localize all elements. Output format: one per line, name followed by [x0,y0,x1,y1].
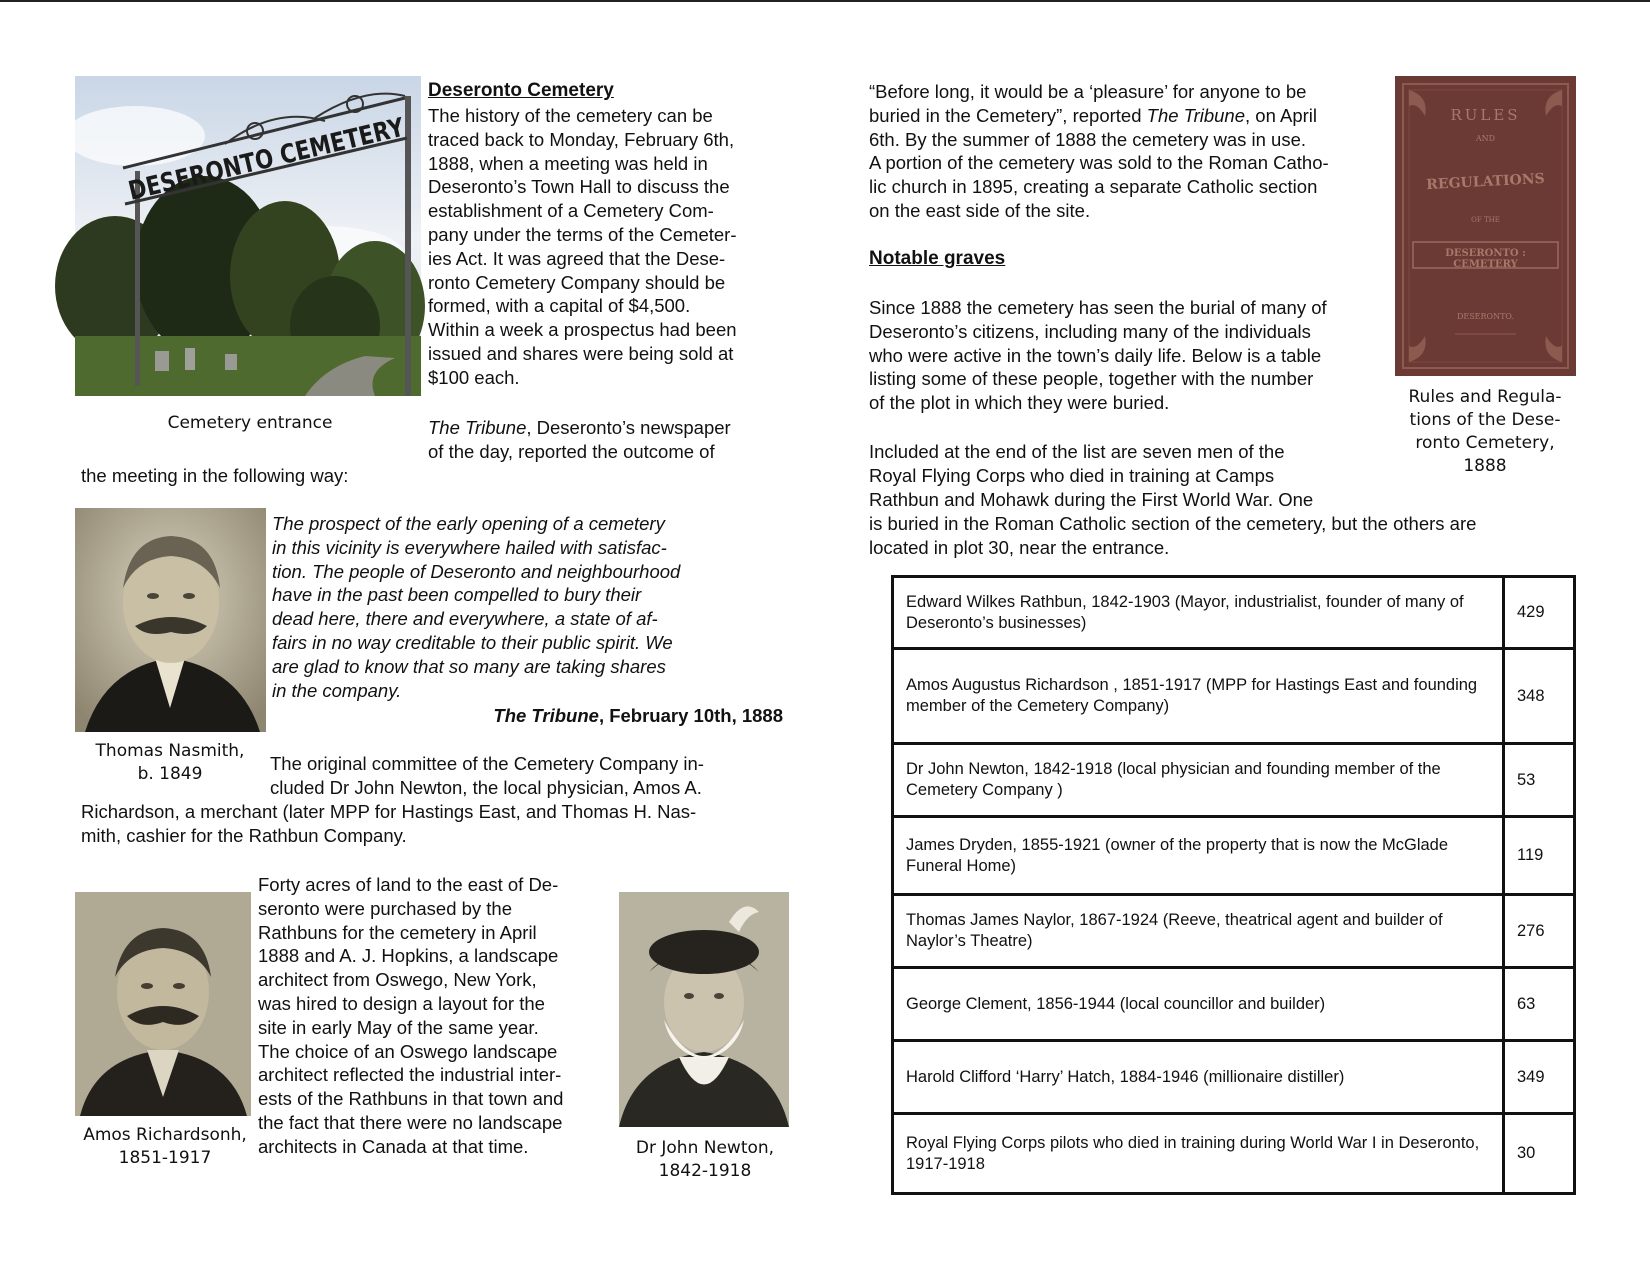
notable-graves-table [891,575,1576,1195]
flying-corps-paragraph-a: Included at the end of the list are seven men of the Royal Flying Corps who died in training at Camps Rathbun and Mohawk during the First World War. One [869,441,1314,510]
tribune-name: The Tribune [428,417,527,438]
table-row [893,744,1575,817]
pleasure-paragraph [869,80,1409,223]
booklet-and: AND [1475,134,1496,143]
caption-amos-richardson: Amos Richardsonh, 1851-1917 [83,1125,247,1168]
grave-plot-number: 30 [1504,1114,1575,1194]
tribune-rest: , Deseronto’s newspaper of the day, reported the outcome of [428,417,731,462]
amos-richardson-portrait [75,892,251,1116]
grave-person: Harold Clifford ‘Harry’ Hatch, 1884-1946 (millionaire distiller) [893,1041,1504,1114]
quote-source [455,704,783,728]
grave-person: James Dryden, 1855-1921 (owner of the property that is now the McGlade Funeral Home) [893,817,1504,895]
section-heading-notable-graves: Notable graves [869,248,1006,269]
caption-cemetery-entrance: Cemetery entrance [167,413,333,433]
sign-text: DESERONTO CEMETERY [125,98,466,207]
quote-source-date: , February 10th, 1888 [598,705,783,726]
burials-paragraph: Since 1888 the cemetery has seen the burial of many of Deseronto’s citizens, including many of the individuals who were active in the town’s daily life. Below is a table listing some of these people, together with the number of the plot in which they were buried. [869,297,1327,414]
table-row [893,577,1575,649]
john-newton-portrait [619,892,789,1127]
grave-plot-number: 349 [1504,1041,1575,1114]
table-row [893,895,1575,968]
table-row [893,968,1575,1041]
tribune-quote: The prospect of the early opening of a cemetery in this vicinity is everywhere hailed with satisfac- tion. The people of Deseronto and neighbourhood have in the past been compelled to bury their dead here, there and everywhere, a state of af- fairs in no way creditable to their public spirit. We are glad to know that so many are taking shares in the company. [272,513,681,701]
caption-thomas-nasmith: Thomas Nasmith, b. 1849 [95,741,245,784]
grave-plot-number: 348 [1504,649,1575,744]
quote-source-name: The Tribune [493,705,599,726]
section-heading-deseronto-cemetery: Deseronto Cemetery [428,80,614,101]
grave-person: Royal Flying Corps pilots who died in training during World War I in Deseronto, 1917-1918 [893,1114,1504,1194]
cemetery-entrance-photo [75,76,466,396]
committee-paragraph-a: The original committee of the Cemetery Company in- cluded Dr John Newton, the local physician, Amos A. [270,753,704,798]
table-row [893,1114,1575,1194]
booklet-rules: RULES [1450,106,1521,124]
grave-plot-number: 53 [1504,744,1575,817]
meeting-line: the meeting in the following way: [81,465,349,486]
thomas-nasmith-portrait [75,508,266,732]
land-purchase-paragraph: Forty acres of land to the east of De- seronto were purchased by the Rathbuns for the cemetery in April 1888 and A. J. Hopkins, a landscape architect from Oswego, New York, was hired to design a layout for the site in early May of the same year. The choice of an Oswego landscape architect reflected the industrial inter- ests of the Rathbuns in that town and the fact that there were no landscape architects in Canada at that time. [258,874,564,1157]
grave-person: Edward Wilkes Rathbun, 1842-1903 (Mayor, industrialist, founder of many of Deseronto’s businesses) [893,577,1504,649]
table-row [893,1041,1575,1114]
committee-paragraph-b: Richardson, a merchant (later MPP for Hastings East, and Thomas H. Nas- mith, cashier for the Rathbun Company. [81,801,697,846]
history-paragraph: The history of the cemetery can be traced back to Monday, February 6th, 1888, when a meeting was held in Deseronto’s Town Hall to discuss the establishment of a Cemetery Com- pany under the terms of the Cemeter- ies Act. It was agreed that the Dese- ronto Cemetery Company should be formed, with a capital of $4,500. Within a week a prospectus had been issued and shares were being sold at $100 each. [428,105,737,388]
rules-booklet-image [1395,76,1576,376]
pleasure-text-a: “Before long, it would be a ‘pleasure’ for anyone to be buried in the Cemetery”, reported [869,81,1307,126]
table-row [893,649,1575,744]
table-row [893,817,1575,895]
tribune-paragraph [428,416,788,464]
pleasure-text-b: , on April 6th. By the summer of 1888 the cemetery was in use. A portion of the cemetery was sold to the Roman Catho- lic church in 1895, creating a separate Catholic section on the east side of the site. [869,104,1329,221]
grave-plot-number: 119 [1504,817,1575,895]
grave-plot-number: 276 [1504,895,1575,968]
grave-plot-number: 429 [1504,577,1575,649]
booklet-regulations: REGULATIONS [1425,170,1546,194]
grave-person: George Clement, 1856-1944 (local councillor and builder) [893,968,1504,1041]
grave-person: Amos Augustus Richardson , 1851-1917 (MPP for Hastings East and founding member of the Cemetery Company) [893,649,1504,744]
grave-person: Dr John Newton, 1842-1918 (local physician and founding member of the Cemetery Company ) [893,744,1504,817]
grave-person: Thomas James Naylor, 1867-1924 (Reeve, theatrical agent and builder of Naylor’s Theatre) [893,895,1504,968]
grave-plot-number: 63 [1504,968,1575,1041]
booklet-town: DESERONTO. [1456,312,1515,321]
caption-rules-booklet: Rules and Regula- tions of the Dese- ronto Cemetery, 1888 [1408,387,1562,476]
top-border [0,0,1650,2]
flying-corps-paragraph-b: is buried in the Roman Catholic section of the cemetery, but the others are located in plot 30, near the entrance. [869,513,1477,558]
booklet-of-the: OF THE [1471,216,1500,224]
booklet-cemetery-name: DESERONTO : CEMETERY [1445,248,1526,270]
pleasure-tribune-name: The Tribune [1146,104,1246,126]
caption-john-newton: Dr John Newton, 1842-1918 [635,1138,775,1181]
